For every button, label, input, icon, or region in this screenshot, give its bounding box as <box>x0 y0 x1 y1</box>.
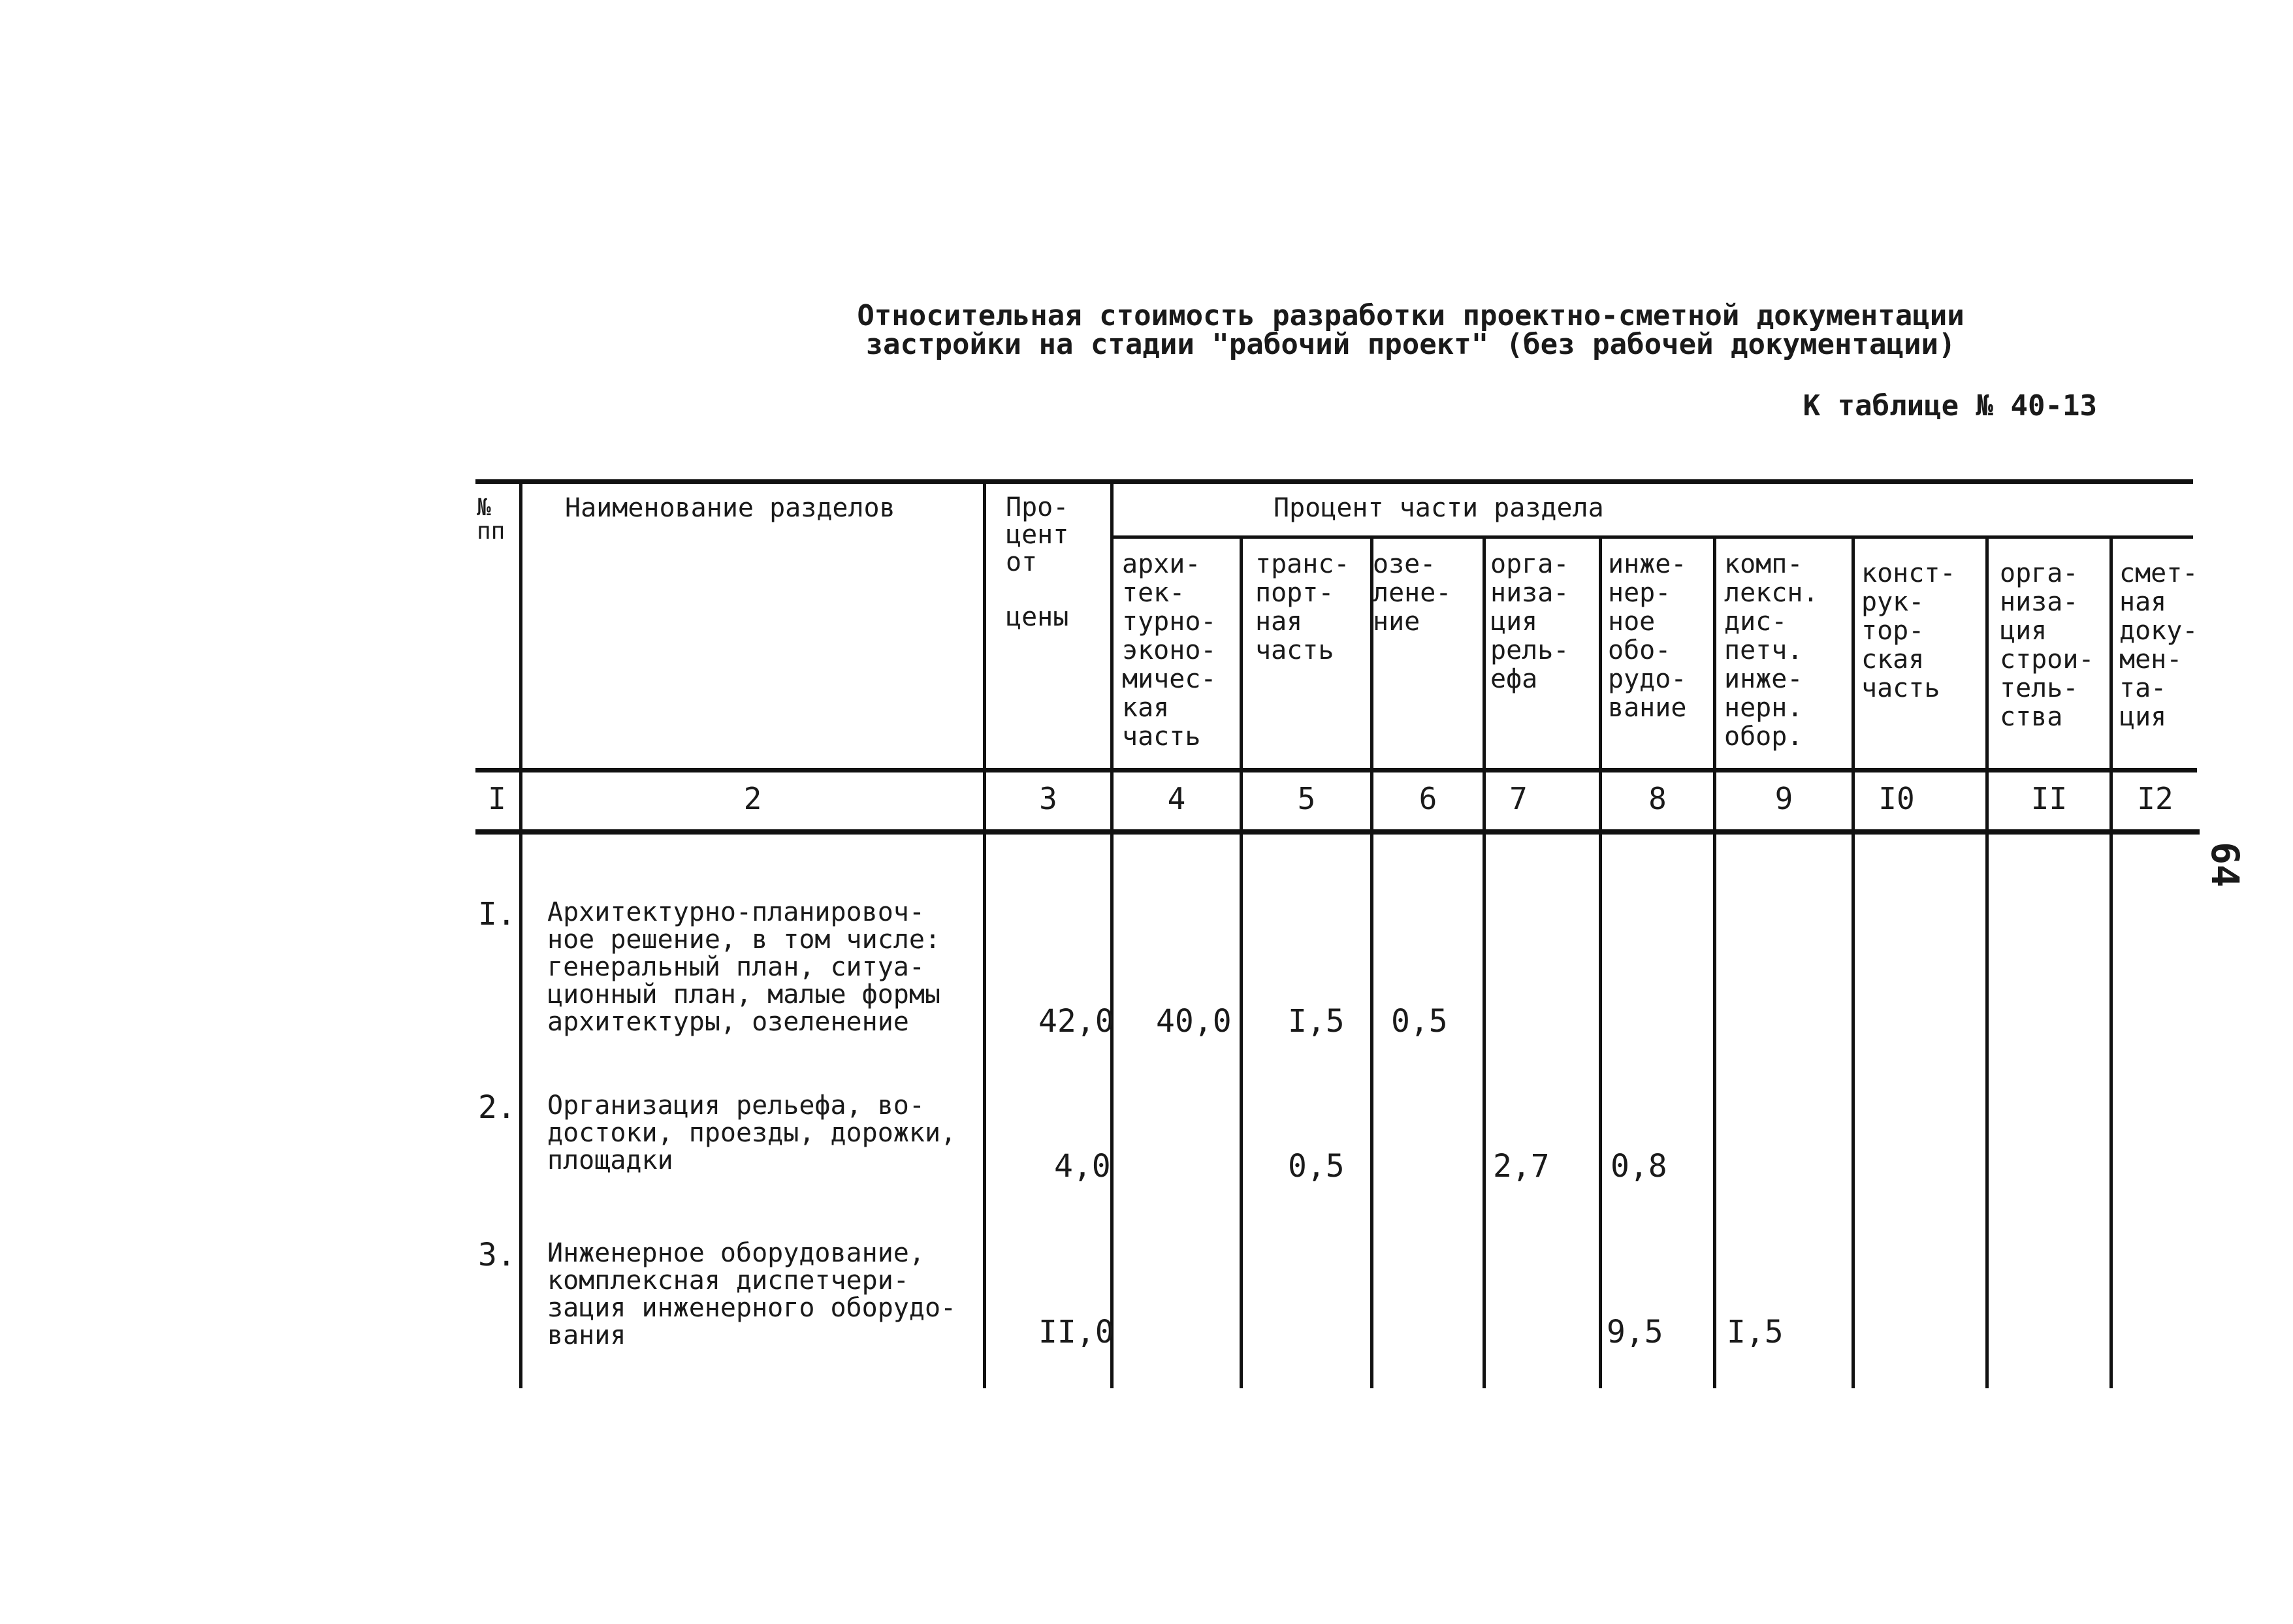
header-construction: конст- рук- тор- ская часть <box>1861 558 1956 703</box>
header-bottom-rule <box>475 768 2197 772</box>
row-number: 3. <box>478 1237 516 1273</box>
table-top-rule <box>475 479 2193 484</box>
column-number: I0 <box>1878 781 1915 816</box>
row-section-name: Организация рельефа, во- достоки, проезды, дорожки, площадки <box>547 1091 957 1175</box>
column-number: 8 <box>1648 781 1667 816</box>
col-divider-6 <box>1483 537 1486 1388</box>
row-number: 2. <box>478 1089 516 1126</box>
header-dispatch: комп- лексн. дис- петч. инже- нерн. обор. <box>1724 549 1819 752</box>
row-value-engineering: 9,5 <box>1607 1314 1663 1350</box>
header-greening: озе- лене- ние <box>1373 549 1452 637</box>
header-engineering: инже- нер- ное обо- рудо- вание <box>1608 549 1687 723</box>
col-divider-3 <box>1110 482 1114 1388</box>
col-divider-4 <box>1240 537 1243 1388</box>
col-divider-2 <box>983 482 986 1388</box>
col-divider-8 <box>1713 537 1716 1388</box>
table-reference: К таблице № 40-13 <box>1803 389 2097 422</box>
col-divider-9 <box>1852 537 1855 1388</box>
header-section-name: Наименование разделов <box>565 493 895 523</box>
column-number: 3 <box>1039 781 1057 816</box>
column-numbers-rule <box>475 829 2200 835</box>
col-divider-1 <box>519 482 522 1388</box>
column-number: II <box>2030 781 2068 816</box>
column-number: 6 <box>1419 781 1437 816</box>
header-number: № пп <box>477 494 505 545</box>
row-value-greening: 0,5 <box>1391 1003 1448 1040</box>
header-group-percent: Процент части раздела <box>1274 493 1604 523</box>
column-number: 4 <box>1167 781 1186 816</box>
row-value-engineering: 0,8 <box>1611 1148 1667 1185</box>
header-relief: орга- низа- ция рель- ефа <box>1490 549 1569 694</box>
group-header-rule <box>1110 535 2193 539</box>
page-number: 64 <box>2202 842 2247 887</box>
col-divider-7 <box>1599 537 1602 1388</box>
column-number: I2 <box>2137 781 2173 816</box>
column-number: 7 <box>1509 781 1528 816</box>
col-divider-10 <box>1985 537 1989 1388</box>
header-architectural: архи- тек- турно- эконо- мичес- кая часть <box>1122 549 1217 752</box>
header-transport: транс- порт- ная часть <box>1255 549 1350 665</box>
row-percent: 42,0 <box>1038 1003 1114 1040</box>
column-number: 2 <box>743 781 762 816</box>
header-organization: орга- низа- ция строи- тель- ства <box>2000 558 2094 732</box>
row-percent: 4,0 <box>1054 1148 1111 1185</box>
col-divider-5 <box>1370 537 1373 1388</box>
header-estimate: смет- ная доку- мен- та- ция <box>2119 558 2198 732</box>
column-number: 5 <box>1297 781 1316 816</box>
row-number: I. <box>478 896 516 932</box>
row-section-name: Инженерное оборудование, комплексная диспетчери- зация инженерного оборудо- вания <box>547 1238 957 1350</box>
document-title: Относительная стоимость разработки проектно-сметной документации застройки на стадии "рабочий проект" (без рабочей документации) <box>857 299 1964 361</box>
column-number: I <box>488 781 506 816</box>
row-section-name: Архитектурно-планировоч- ное решение, в том числе: генеральный план, ситуа- ционный план, малые формы архитектуры, озеленение <box>547 897 941 1037</box>
row-percent: II,0 <box>1038 1314 1114 1350</box>
row-value-transport: I,5 <box>1288 1003 1345 1040</box>
row-value-transport: 0,5 <box>1288 1148 1345 1185</box>
row-value-dispatch: I,5 <box>1727 1314 1784 1350</box>
row-value-architectural: 40,0 <box>1156 1003 1232 1040</box>
col-divider-11 <box>2109 537 2113 1388</box>
column-number: 9 <box>1774 781 1793 816</box>
row-value-relief: 2,7 <box>1493 1148 1550 1185</box>
header-percent-of-price: Про- цент от цены <box>1006 492 1069 632</box>
